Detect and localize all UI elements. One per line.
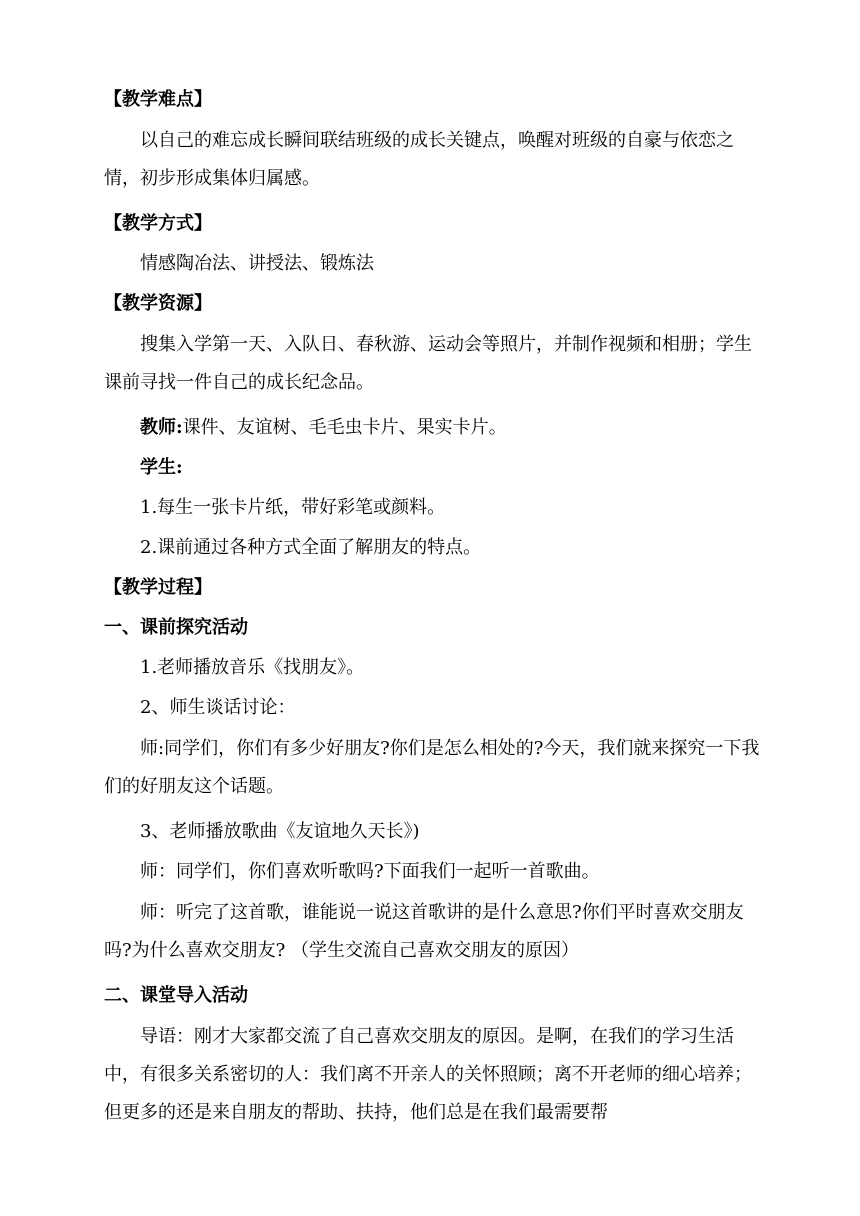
teacher-label: 教师: (140, 417, 183, 438)
part1-dialog-2: 师：同学们，你们喜欢听歌吗?下面我们一起听一首歌曲。 (140, 861, 600, 882)
teacher-text: 课件、友谊树、毛毛虫卡片、果实卡片。 (182, 417, 507, 438)
student-item-2: 2.课前通过各种方式全面了解朋友的特点。 (140, 537, 482, 558)
part1-dialog-3: 师：听完了这首歌，谁能说一说这首歌讲的是什么意思?你们平时喜欢交朋友吗?为什么喜欢交朋友? （学生交流自己喜欢交朋友的原因） (104, 902, 744, 961)
difficulty-text: 以自己的难忘成长瞬间联结班级的成长关键点，唤醒对班级的自豪与依恋之情，初步形成集体归属感。 (104, 130, 734, 189)
document-page (104, 86, 764, 1132)
resource-text: 搜集入学第一天、入队日、春秋游、运动会等照片，并制作视频和相册；学生课前寻找一件自己的成长纪念品。 (104, 334, 752, 393)
part2-text: 导语：刚才大家都交流了自己喜欢交朋友的原因。是啊，在我们的学习生活中，有很多关系密切的人：我们离不开亲人的关怀照顾；离不开老师的细心培养；但更多的还是来自朋友的帮助、扶持，他们总是在我们最需要帮 (104, 1026, 752, 1123)
difficulty-heading: 【教学难点】 (104, 89, 212, 110)
process-heading: 【教学过程】 (104, 577, 212, 598)
part1-item-1: 1.老师播放音乐《找朋友》。 (140, 657, 365, 678)
part1-item-3: 3、老师播放歌曲《友谊地久天长》) (140, 821, 420, 842)
part1-item-2: 2、师生谈话讨论： (140, 697, 296, 718)
resource-heading: 【教学资源】 (104, 293, 212, 314)
method-heading: 【教学方式】 (104, 213, 212, 234)
teacher-line (104, 414, 764, 442)
student-item-1: 1.每生一张卡片纸，带好彩笔或颜料。 (140, 497, 446, 518)
part2-heading: 二、课堂导入活动 (104, 985, 248, 1006)
student-label: 学生: (140, 457, 183, 478)
method-text: 情感陶冶法、讲授法、锻炼法 (140, 253, 374, 274)
part1-dialog-1: 师:同学们，你们有多少好朋友?你们是怎么相处的?今天，我们就来探究一下我们的好朋友这个话题。 (104, 738, 760, 797)
part1-heading: 一、课前探究活动 (104, 617, 248, 638)
